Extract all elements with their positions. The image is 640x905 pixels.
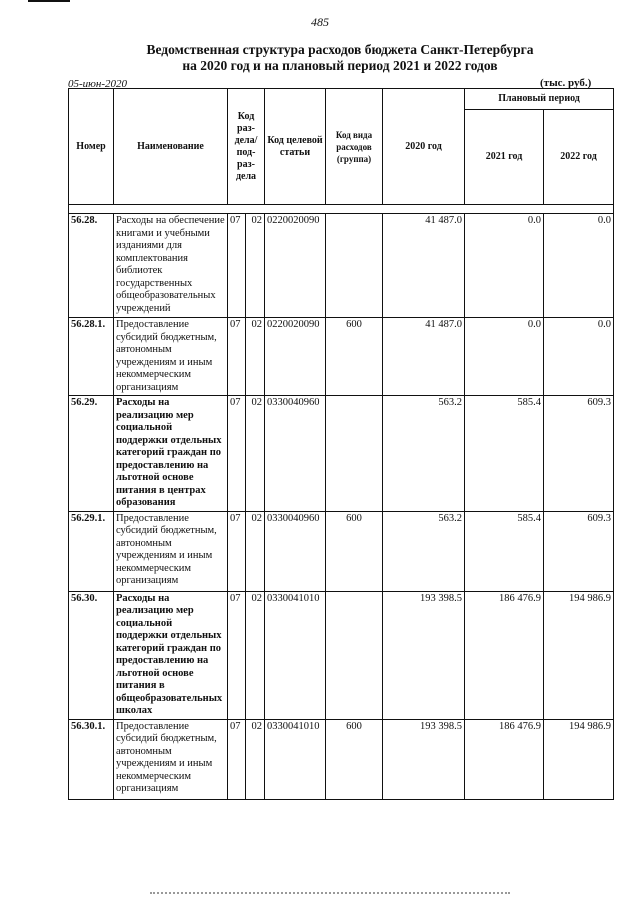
row-2021: 186 476.9 xyxy=(465,719,544,799)
row-kind: 600 xyxy=(326,511,383,591)
title-line-2: на 2020 год и на плановый период 2021 и 2022 годов xyxy=(182,58,498,73)
row-2021: 585.4 xyxy=(465,511,544,591)
document-title xyxy=(60,42,620,74)
row-name: Предоставление субсидий бюджетным, автономным учреждениям и иным некоммерческим организациям xyxy=(114,719,228,799)
row-section: 07 xyxy=(228,719,246,799)
row-section: 07 xyxy=(228,214,246,318)
row-target: 0220020090 xyxy=(265,214,326,318)
header-number: Номер xyxy=(69,89,114,205)
table-body xyxy=(69,205,614,800)
header-2021: 2021 год xyxy=(465,110,544,205)
header-row xyxy=(69,89,614,110)
row-section: 07 xyxy=(228,511,246,591)
row-section: 07 xyxy=(228,318,246,396)
row-2021: 186 476.9 xyxy=(465,591,544,719)
date-stamp: 05-июн-2020 xyxy=(68,78,128,90)
row-target: 0220020090 xyxy=(265,318,326,396)
row-2020: 193 398.5 xyxy=(383,719,465,799)
row-target: 0330041010 xyxy=(265,719,326,799)
row-name: Расходы на реализацию мер социальной поддержки отдельных категорий граждан по предоставлению на льготной основе питания в общеобразовательных школах xyxy=(114,591,228,719)
row-2020: 193 398.5 xyxy=(383,591,465,719)
header-2020: 2020 год xyxy=(383,89,465,205)
row-subsection: 02 xyxy=(246,396,265,512)
row-number: 56.30. xyxy=(69,591,114,719)
row-subsection: 02 xyxy=(246,214,265,318)
row-number: 56.29.1. xyxy=(69,511,114,591)
table-row xyxy=(69,214,614,318)
table-row xyxy=(69,591,614,719)
row-subsection: 02 xyxy=(246,511,265,591)
header-kind: Код вида расходов (группа) xyxy=(326,89,383,205)
table-row xyxy=(69,719,614,799)
row-target: 0330040960 xyxy=(265,396,326,512)
row-target: 0330041010 xyxy=(265,591,326,719)
footer-scan-noise xyxy=(150,892,510,896)
row-2022: 0.0 xyxy=(544,318,614,396)
row-2021: 0.0 xyxy=(465,214,544,318)
row-name: Предоставление субсидий бюджетным, автономным учреждениям и иным некоммерческим организациям xyxy=(114,511,228,591)
row-kind xyxy=(326,591,383,719)
top-rule xyxy=(28,0,70,2)
row-subsection: 02 xyxy=(246,318,265,396)
row-number: 56.28.1. xyxy=(69,318,114,396)
row-2022: 609.3 xyxy=(544,511,614,591)
page-number: 485 xyxy=(311,15,329,29)
row-name: Расходы на обеспечение книгами и учебными изданиями для комплектования библиотек государственных общеобразовательных учреждений xyxy=(114,214,228,318)
row-section: 07 xyxy=(228,396,246,512)
row-2021: 585.4 xyxy=(465,396,544,512)
title-line-1: Ведомственная структура расходов бюджета Санкт-Петербурга xyxy=(146,42,534,57)
row-name: Расходы на реализацию мер социальной поддержки отдельных категорий граждан по предоставлению на льготной основе питания в центрах образования xyxy=(114,396,228,512)
row-2020: 563.2 xyxy=(383,396,465,512)
table-row xyxy=(69,318,614,396)
header-name: Наименование xyxy=(114,89,228,205)
row-2022: 609.3 xyxy=(544,396,614,512)
row-section: 07 xyxy=(228,591,246,719)
row-target: 0330040960 xyxy=(265,511,326,591)
row-2020: 563.2 xyxy=(383,511,465,591)
row-kind: 600 xyxy=(326,318,383,396)
row-2021: 0.0 xyxy=(465,318,544,396)
units-label: (тыс. руб.) xyxy=(540,77,592,89)
budget-table xyxy=(68,88,614,800)
row-subsection: 02 xyxy=(246,719,265,799)
row-kind xyxy=(326,214,383,318)
header-target: Код целевой статьи xyxy=(265,89,326,205)
row-2020: 41 487.0 xyxy=(383,318,465,396)
row-number: 56.29. xyxy=(69,396,114,512)
row-name: Предоставление субсидий бюджетным, автономным учреждениям и иным некоммерческим организациям xyxy=(114,318,228,396)
row-number: 56.28. xyxy=(69,214,114,318)
table-row xyxy=(69,396,614,512)
row-2020: 41 487.0 xyxy=(383,214,465,318)
row-kind xyxy=(326,396,383,512)
header-planned-period: Плановый период xyxy=(465,89,614,110)
row-kind: 600 xyxy=(326,719,383,799)
row-2022: 194 986.9 xyxy=(544,591,614,719)
header-section: Код раз-дела/ под-раз-дела xyxy=(228,89,265,205)
row-2022: 194 986.9 xyxy=(544,719,614,799)
row-number: 56.30.1. xyxy=(69,719,114,799)
row-subsection: 02 xyxy=(246,591,265,719)
table-row xyxy=(69,511,614,591)
header-2022: 2022 год xyxy=(544,110,614,205)
row-2022: 0.0 xyxy=(544,214,614,318)
